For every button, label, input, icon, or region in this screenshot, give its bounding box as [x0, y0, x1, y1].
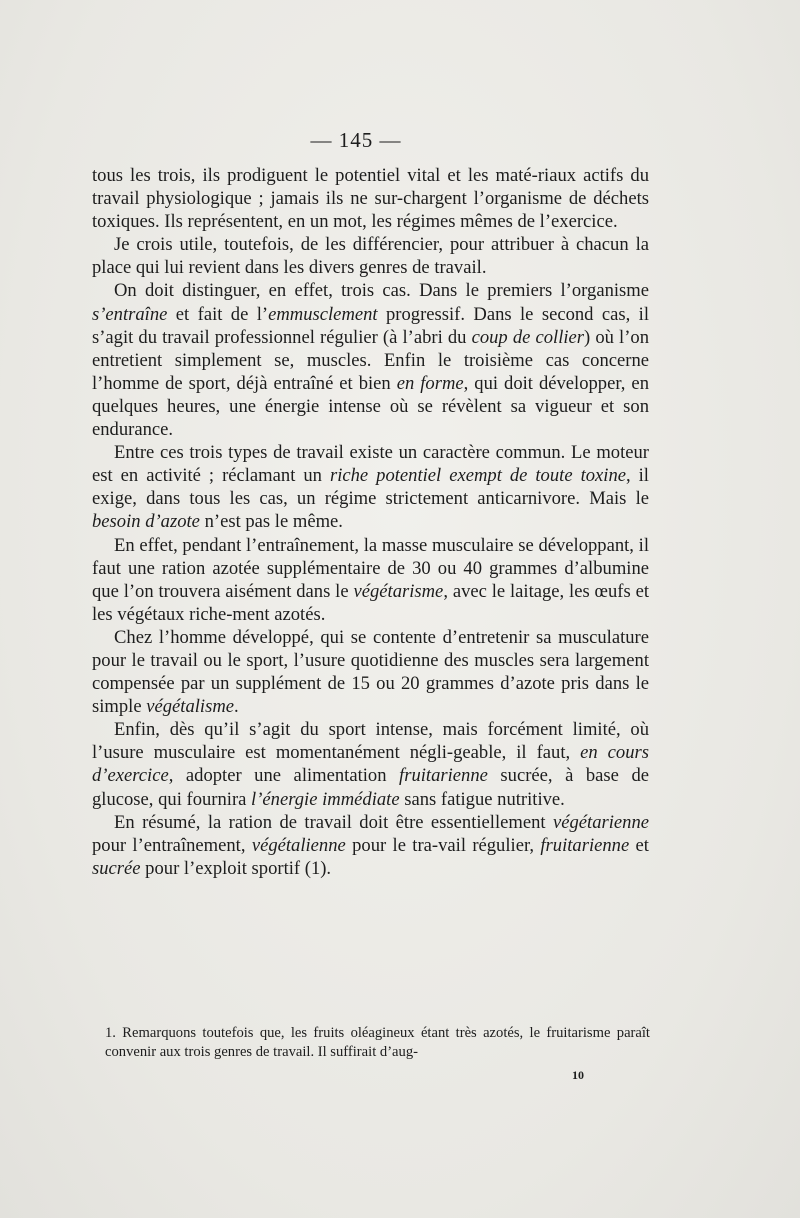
text-segment: En résumé, la ration de travail doit être essentiellement — [114, 811, 553, 833]
text-segment: pour le tra-vail régulier, — [345, 834, 541, 856]
italic-text: sucrée — [92, 857, 141, 879]
paragraph — [92, 534, 649, 626]
signature-mark: 10 — [572, 1068, 584, 1082]
italic-text: riche potentiel exempt de toute toxine — [329, 465, 626, 487]
text-segment: , avec le laitage, les œufs et les végétaux riche-ment azotés. — [92, 580, 649, 625]
text-segment: . — [234, 696, 239, 718]
paragraph — [92, 279, 649, 441]
text-segment: ) où l’on entretient simplement se, muscles. Enfin le troisième cas concerne l’homme de sport, déjà entraîné et bien — [92, 326, 649, 394]
paragraph — [92, 233, 649, 279]
paragraph — [92, 811, 649, 880]
italic-text: fruitarienne — [399, 765, 488, 787]
text-segment: , adopter une alimentation — [168, 765, 400, 787]
text-segment: , qui doit développer, en quelques heures, une énergie intense où se révèlent sa vigueur et son endurance. — [92, 372, 649, 441]
text-segment: Chez l’homme développé, qui se contente d’entretenir sa musculature pour le travail ou le sport, l’usure quotidienne des muscles sera largement compensée par un supplément de 15 ou 20 grammes d’azote pris dans le simple — [92, 626, 649, 718]
text-segment: Entre ces trois types de travail existe un caractère commun. Le moteur est en activité ; réclamant un — [92, 442, 649, 487]
text-segment: Je crois utile, toutefois, de les différencier, pour attribuer à chacun la place qui lui revient dans les divers genres de travail. — [92, 234, 649, 279]
footnote: 1. Remarquons toutefois que, les fruits oléagineux étant très azotés, le fruitarisme paraît convenir aux trois genres de travail. Il suffirait d’aug- — [105, 1025, 650, 1060]
text-segment: et — [629, 834, 649, 856]
italic-text: coup de collier — [471, 326, 585, 348]
text-segment: sucrée, à base de glucose, qui fournira — [92, 765, 649, 810]
text-segment: pour l’entraînement, — [92, 834, 252, 856]
italic-text: en cours d’exercice — [92, 742, 649, 787]
page-number: — 145 — — [310, 128, 402, 152]
italic-text: en forme — [396, 372, 464, 394]
text-segment: et fait de l’ — [167, 303, 269, 325]
text-segment: On doit distinguer, en effet, trois cas. Dans le premiers l’organisme — [114, 280, 649, 302]
italic-text: végétalisme — [146, 696, 235, 718]
paragraph — [92, 164, 649, 233]
paragraph — [92, 441, 649, 533]
italic-text: végétarienne — [552, 811, 649, 833]
paragraph — [92, 626, 649, 718]
text-segment: pour l’exploit sportif (1). — [140, 857, 332, 879]
text-segment: , il exige, dans tous les cas, un régime strictement anticarnivore. Mais le — [92, 465, 649, 510]
italic-text: emmusclement — [268, 303, 378, 325]
italic-text: végétarisme — [353, 580, 444, 602]
italic-text: fruitarienne — [540, 834, 630, 856]
text-segment: Enfin, dès qu’il s’agit du sport intense, mais forcément limité, où l’usure musculaire est momentanément négli-geable, il faut, — [92, 719, 649, 764]
text-segment: En effet, pendant l’entraînement, la masse musculaire se développant, il faut une ration azotée supplémentaire de 30 ou 40 grammes d’albumine que l’on trouvera aisément dans le — [92, 534, 649, 602]
text-segment: progressif. Dans le second cas, il s’agit du travail professionnel régulier (à l’abri du — [92, 303, 649, 348]
italic-text: l’énergie immédiate — [251, 788, 400, 810]
italic-text: s’entraîne — [92, 303, 168, 325]
text-segment: n’est pas le même. — [199, 511, 343, 533]
text-segment: sans fatigue nutritive. — [399, 788, 565, 810]
paragraph — [92, 718, 649, 810]
italic-text: besoin d’azote — [92, 511, 200, 533]
body-text — [92, 164, 649, 880]
italic-text: végétalienne — [251, 834, 346, 856]
text-segment: tous les trois, ils prodiguent le potentiel vital et les maté-riaux actifs du travail physiologique ; jamais ils ne sur-chargent l’organisme de déchets toxiques. Ils représentent, en un mot, les régimes mêmes de l’exercice. — [92, 165, 649, 233]
